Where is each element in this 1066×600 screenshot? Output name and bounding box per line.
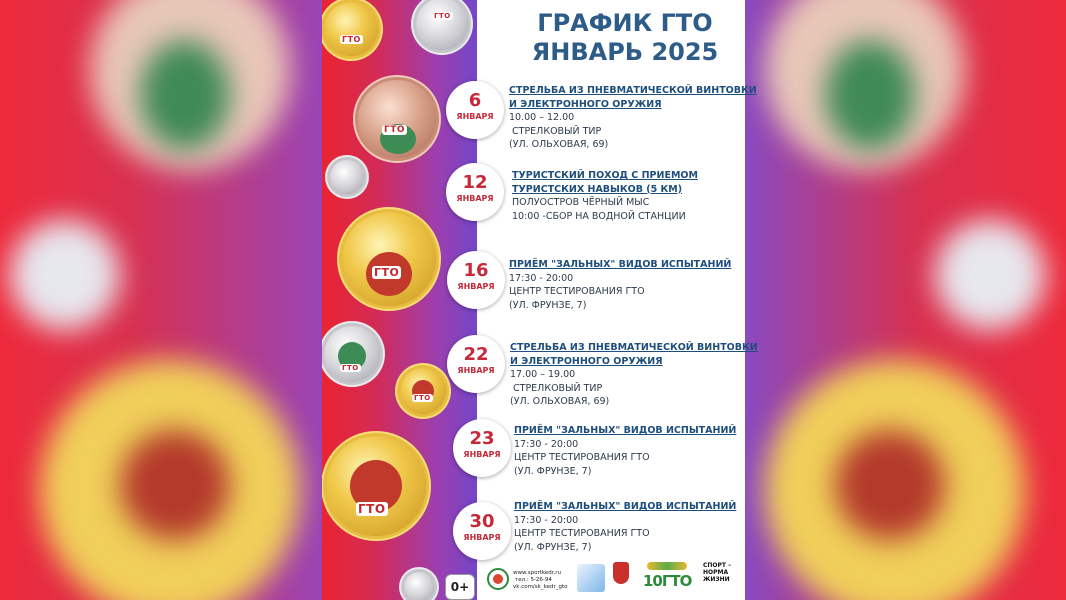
event-detail: (УЛ. ОЛЬХОВАЯ, 69) (509, 139, 609, 150)
event-month: ЯНВАРЯ (456, 112, 494, 121)
age-rating-badge: 0+ (445, 574, 475, 600)
event-month: ЯНВАРЯ (457, 282, 495, 291)
event-detail: ПОЛУОСТРОВ ЧЁРНЫЙ МЫС (512, 197, 650, 208)
sport-logo-line: НОРМА (703, 569, 729, 576)
date-circle (446, 163, 504, 221)
gto-badge-icon: ГТО (358, 80, 436, 158)
date-circle (446, 81, 504, 139)
event-detail: (УЛ. ФРУНЗЕ, 7) (509, 299, 587, 311)
event-item (514, 424, 736, 478)
event-title: ПРИЁМ "ЗАЛЬНЫХ" ВИДОВ ИСПЫТАНИЙ (509, 259, 732, 270)
footer-contact: vk.com/sk_kedr_gto (513, 584, 568, 590)
background-left-blur (0, 0, 322, 600)
event-month: ЯНВАРЯ (463, 450, 501, 459)
event-detail: ЦЕНТР ТЕСТИРОВАНИЯ ГТО (514, 452, 650, 463)
event-detail: ЦЕНТР ТЕСТИРОВАНИЯ ГТО (509, 286, 645, 297)
event-day: 23 (469, 428, 495, 449)
event-detail: (УЛ. ФРУНЗЕ, 7) (514, 465, 592, 477)
event-title: СТРЕЛЬБА ИЗ ПНЕВМАТИЧЕСКОЙ ВИНТОВКИ (510, 342, 758, 353)
gto-anniversary-text: 10ГТО (643, 572, 692, 590)
date-circle (447, 251, 505, 309)
event-day: 6 (468, 90, 482, 111)
sportkedr-logo-icon (487, 568, 509, 590)
event-month: ЯНВАРЯ (463, 533, 501, 542)
event-month: ЯНВАРЯ (456, 194, 494, 203)
event-day: 30 (469, 511, 495, 532)
event-detail: 17.00 – 19.00 (510, 369, 576, 380)
gto-badge-icon (404, 572, 434, 600)
event-day: 22 (463, 344, 489, 365)
gto-anniversary-logo-icon (643, 562, 691, 596)
gto-badge-icon (330, 160, 364, 194)
date-circle (453, 419, 511, 477)
sport-norma-zhizni-logo-icon (703, 562, 741, 596)
event-title: СТРЕЛЬБА ИЗ ПНЕВМАТИЧЕСКОЙ ВИНТОВКИ (509, 85, 757, 96)
footer-contact: тел.: 5-26-94 (515, 577, 552, 583)
event-item (510, 341, 758, 409)
date-circle (447, 335, 505, 393)
event-detail: 17:30 - 20:00 (509, 272, 574, 284)
event-month: ЯНВАРЯ (457, 366, 495, 375)
sport-logo-line: СПОРТ – (703, 562, 732, 569)
event-title: И ЭЛЕКТРОННОГО ОРУЖИЯ (510, 355, 663, 367)
event-day: 12 (462, 172, 488, 193)
event-item (514, 500, 736, 554)
gto-badge-icon: ГТО (326, 436, 426, 536)
gto-badge-icon: ГТО (342, 212, 436, 306)
background-right-blur (745, 0, 1066, 600)
event-detail: (УЛ. ОЛЬХОВАЯ, 69) (510, 396, 610, 407)
event-title: ТУРИСТСКИХ НАВЫКОВ (5 КМ) (512, 183, 683, 195)
gto-badge-icon: ГТО (324, 326, 380, 382)
event-title: ПРИЁМ "ЗАЛЬНЫХ" ВИДОВ ИСПЫТАНИЙ (514, 425, 737, 436)
event-detail: 17:30 - 20:00 (514, 438, 579, 450)
page-title (510, 9, 740, 67)
event-title: ПРИЁМ "ЗАЛЬНЫХ" ВИДОВ ИСПЫТАНИЙ (514, 501, 737, 512)
event-detail: СТРЕЛКОВЫЙ ТИР (509, 125, 602, 137)
event-item (512, 169, 698, 223)
gto-badge-icon: ГТО (324, 2, 378, 56)
date-circle (453, 502, 511, 560)
event-item (509, 84, 757, 152)
title-line-2: ЯНВАРЬ 2025 (531, 38, 719, 66)
event-detail: 17:30 - 20:00 (514, 514, 579, 526)
ministry-emblem-icon (613, 562, 629, 584)
event-detail: ЦЕНТР ТЕСТИРОВАНИЯ ГТО (514, 528, 650, 539)
footer-contact: www.sportkedr.ru (513, 570, 561, 576)
sport-logo-line: ЖИЗНИ (703, 576, 730, 583)
event-title: ТУРИСТСКИЙ ПОХОД С ПРИЕМОМ (512, 170, 698, 181)
poster-footer (485, 558, 743, 600)
event-detail: (УЛ. ФРУНЗЕ, 7) (514, 541, 592, 553)
event-detail: СТРЕЛКОВЫЙ ТИР (510, 382, 603, 394)
title-line-1: ГРАФИК ГТО (537, 9, 713, 37)
event-detail: 10.00 – 12.00 (509, 112, 575, 123)
gto-badge-icon: ГТО (400, 368, 446, 414)
event-day: 16 (463, 260, 489, 281)
event-item (509, 258, 731, 312)
event-detail: 10:00 -СБОР НА ВОДНОЙ СТАНЦИИ (512, 210, 686, 222)
event-title: И ЭЛЕКТРОННОГО ОРУЖИЯ (509, 98, 662, 110)
regional-logo-icon (577, 564, 605, 592)
gto-badge-icon: ГТО (416, 0, 468, 50)
